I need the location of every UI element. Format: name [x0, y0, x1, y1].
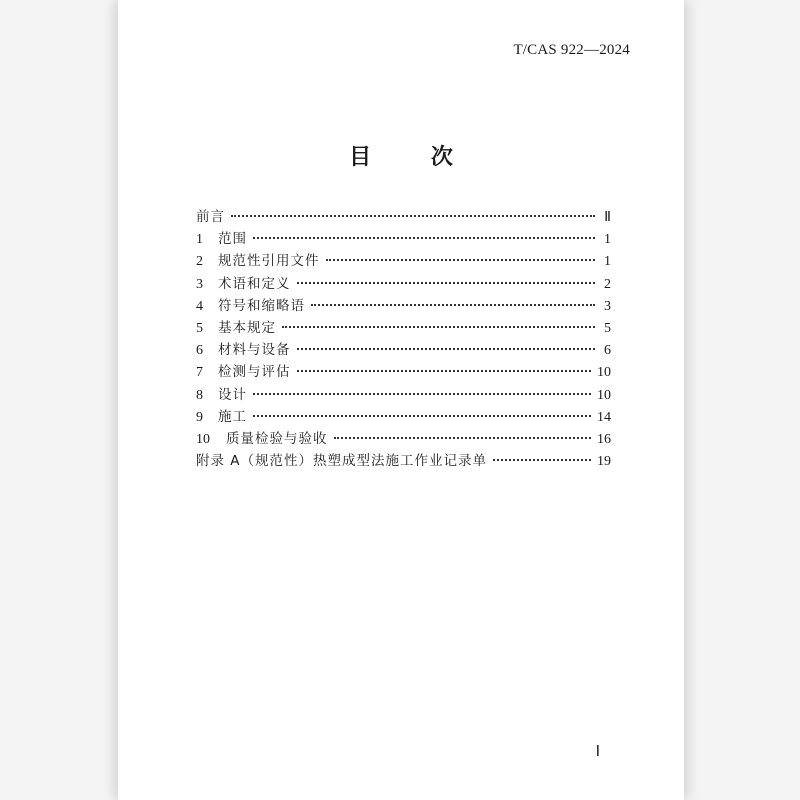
toc-leader-dots	[297, 282, 596, 284]
toc-number: 10	[196, 431, 210, 447]
toc-label: 范围	[218, 231, 247, 248]
toc-entry-3[interactable]	[196, 272, 611, 294]
toc-number: 8	[196, 387, 203, 403]
toc-page-number: 6	[604, 343, 611, 359]
toc-leader-dots	[311, 304, 595, 306]
toc-entry-foreword[interactable]	[196, 205, 611, 227]
page-number: Ⅰ	[595, 744, 600, 760]
toc-leader-dots	[253, 393, 591, 395]
toc-page-number: 10	[597, 365, 611, 381]
toc-leader-dots	[253, 415, 591, 417]
toc-leader-dots	[334, 437, 592, 439]
toc-label: 术语和定义	[218, 275, 291, 292]
toc-label: 检测与评估	[218, 364, 291, 381]
page-title: 目 次	[349, 145, 479, 170]
toc-leader-dots	[326, 259, 596, 261]
toc-label: 基本规定	[218, 319, 276, 336]
toc-leader-dots	[282, 326, 595, 328]
toc-number: 9	[196, 409, 203, 425]
toc-entry-8[interactable]	[196, 383, 611, 405]
toc-leader-dots	[231, 215, 595, 217]
table-of-contents	[196, 205, 611, 471]
toc-number: 7	[196, 365, 203, 381]
toc-number: 4	[196, 298, 203, 314]
toc-label: 质量检验与验收	[226, 430, 328, 447]
standard-code: T/CAS 922—2024	[513, 42, 630, 58]
toc-page-number: 2	[604, 276, 611, 292]
toc-label: 设计	[218, 386, 247, 403]
toc-number: 3	[196, 276, 203, 292]
toc-number: 2	[196, 254, 203, 270]
toc-number: 6	[196, 343, 203, 359]
toc-label: 符号和缩略语	[218, 297, 305, 314]
toc-page-number: Ⅱ	[604, 210, 611, 225]
toc-page-number: 16	[597, 431, 611, 447]
toc-page-number: 10	[597, 387, 611, 403]
toc-page-number: 3	[604, 298, 611, 314]
toc-number: 1	[196, 232, 203, 248]
toc-entry-4[interactable]	[196, 294, 611, 316]
toc-leader-dots	[493, 459, 591, 461]
toc-leader-dots	[297, 348, 596, 350]
toc-entry-1[interactable]	[196, 227, 611, 249]
toc-page-number: 19	[597, 454, 611, 470]
toc-page-number: 5	[604, 320, 611, 336]
toc-entry-appendix-a[interactable]	[196, 449, 611, 471]
toc-page-number: 14	[597, 409, 611, 425]
toc-leader-dots	[297, 370, 592, 372]
toc-page-number: 1	[604, 232, 611, 248]
toc-entry-7[interactable]	[196, 360, 611, 382]
toc-entry-9[interactable]	[196, 405, 611, 427]
toc-entry-5[interactable]	[196, 316, 611, 338]
toc-number: 5	[196, 320, 203, 336]
toc-leader-dots	[253, 237, 595, 239]
toc-entry-6[interactable]	[196, 338, 611, 360]
toc-label: 材料与设备	[218, 342, 291, 359]
toc-label: 规范性引用文件	[218, 253, 320, 270]
toc-page-number: 1	[604, 254, 611, 270]
toc-label: 前言	[196, 209, 225, 225]
document-page	[118, 0, 684, 800]
toc-label: 施工	[218, 408, 247, 425]
toc-entry-10[interactable]	[196, 427, 611, 449]
toc-entry-2[interactable]	[196, 249, 611, 271]
toc-label: 附录 A（规范性）热塑成型法施工作业记录单	[196, 453, 488, 470]
